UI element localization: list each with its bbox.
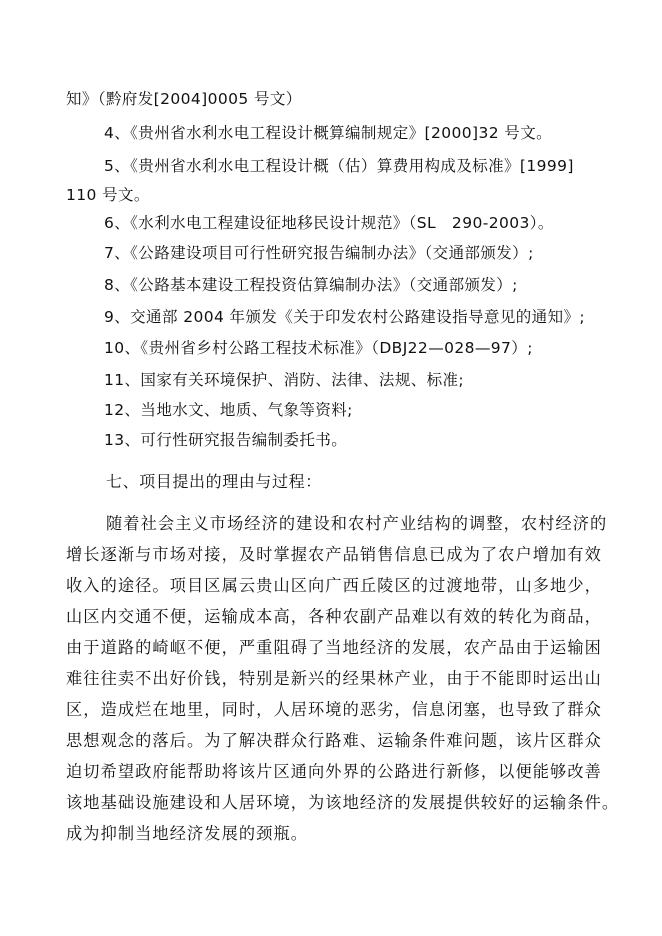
paragraph-line: 增长逐渐与市场对接，及时掌握农产品销售信息已成为了农户增加有效 (66, 545, 602, 564)
list-item-4: 4、《贵州省水利水电工程设计概算编制规定》[2000]32 号文。 (104, 124, 553, 142)
paragraph-line: 迫切希望政府能帮助将该片区通向外界的公路进行新修，以便能够改善 (66, 762, 602, 781)
paragraph-line: 区，造成烂在地里，同时，人居环境的恶劣，信息闭塞，也导致了群众 (66, 700, 602, 719)
list-item-13: 13、可行性研究报告编制委托书。 (104, 431, 348, 449)
list-item-6: 6、《水利水电工程建设征地移民设计规范》（SL 290-2003）。 (104, 214, 554, 232)
list-item-11: 11、国家有关环境保护、消防、法律、法规、标准; (104, 371, 465, 389)
list-item-9: 9、交通部 2004 年颁发《关于印发农村公路建设指导意见的通知》; (104, 308, 585, 326)
list-item-5: 5、《贵州省水利水电工程设计概（估）算费用构成及标准》[1999] (104, 157, 574, 175)
paragraph-line: 山区内交通不便，运输成本高，各种农副产品难以有效的转化为商品， (66, 607, 602, 626)
paragraph-line: 由于道路的崎岖不便，严重阻碍了当地经济的发展，农产品由于运输困 (66, 638, 602, 657)
section-heading: 七、项目提出的理由与过程： (106, 472, 322, 491)
paragraph-line: 成为抑制当地经济发展的颈瓶。 (66, 824, 309, 843)
paragraph-line: 难往往卖不出好价钱，特别是新兴的经果林产业，由于不能即时运出山 (66, 669, 602, 688)
list-item-8: 8、《公路基本建设工程投资估算编制办法》（交通部颁发）; (104, 276, 518, 294)
paragraph-line: 随着社会主义市场经济的建设和农村产业结构的调整，农村经济的 (106, 514, 608, 533)
list-item-7: 7、《公路建设项目可行性研究报告编制办法》（交通部颁发）; (104, 244, 534, 262)
paragraph-line: 该地基础设施建设和人居环境，为该地经济的发展提供较好的运输条件。 (66, 793, 620, 812)
list-item-10: 10、《贵州省乡村公路工程技术标准》（DBJ22—028—97）; (104, 339, 533, 357)
list-item-5-continuation: 110 号文。 (66, 186, 150, 204)
list-item-12: 12、当地水文、地质、气象等资料; (104, 401, 353, 419)
list-line-continuation: 知》（黔府发[2004]0005 号文） (66, 90, 302, 108)
paragraph-line: 思想观念的落后。为了解决群众行路难、运输条件难问题，该片区群众 (66, 731, 602, 750)
paragraph-line: 收入的途径。项目区属云贵山区向广西丘陵区的过渡地带，山多地少， (66, 576, 602, 595)
